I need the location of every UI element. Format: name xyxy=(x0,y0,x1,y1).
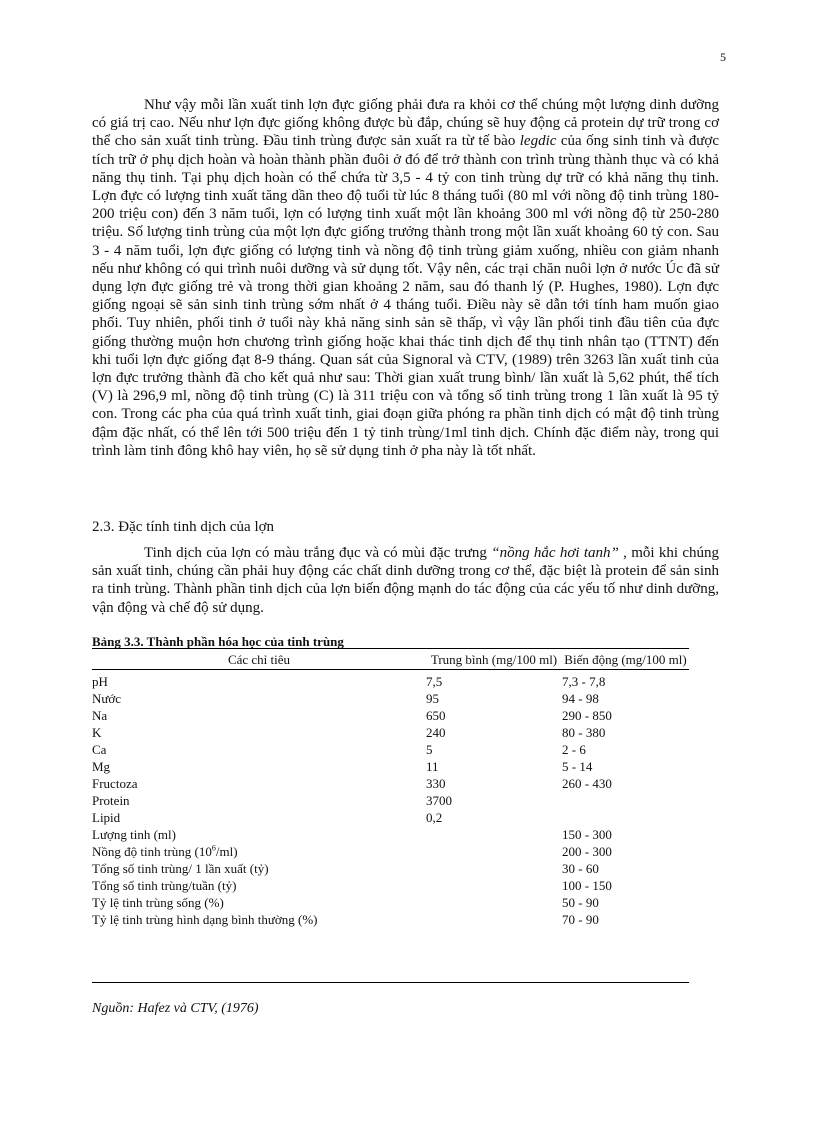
table-row xyxy=(92,826,689,843)
cell-range: 70 - 90 xyxy=(562,912,599,927)
cell-range: 290 - 850 xyxy=(562,708,612,723)
cell-range: 80 - 380 xyxy=(562,725,606,740)
cell-mean xyxy=(426,877,562,894)
cell-mean: 330 xyxy=(426,776,446,791)
table-row xyxy=(92,894,689,911)
cell-range: 260 - 430 xyxy=(562,776,612,791)
table-row xyxy=(92,809,689,826)
header-mean: Trung bình (mg/100 ml) xyxy=(426,649,562,670)
cell-indicator xyxy=(92,860,426,877)
indicator-label: Lipid xyxy=(92,810,121,825)
table-row xyxy=(92,690,689,707)
cell-range: 2 - 6 xyxy=(562,742,586,757)
superscript: 6 xyxy=(211,843,216,853)
indicator-label: pH xyxy=(92,674,108,689)
indicator-label: Tổng số tinh trùng/tuần (tỷ) xyxy=(92,878,237,893)
paragraph-semen-production xyxy=(92,96,719,460)
cell-range: 100 - 150 xyxy=(562,878,612,893)
table-row xyxy=(92,707,689,724)
table-row xyxy=(92,758,689,775)
indicator-unit: /ml) xyxy=(215,844,238,859)
indicator-label: Nồng độ tinh trùng (10 xyxy=(92,844,212,859)
page-number: 5 xyxy=(720,50,726,64)
table-row xyxy=(92,843,689,860)
cell-mean: 240 xyxy=(426,725,446,740)
table-row xyxy=(92,877,689,894)
indicator-label: Lượng tinh (ml) xyxy=(92,827,176,842)
cell-indicator xyxy=(92,707,426,724)
cell-mean: 650 xyxy=(426,708,446,723)
table-row xyxy=(92,792,689,809)
cell-indicator xyxy=(92,826,426,843)
cell-mean: 95 xyxy=(426,691,439,706)
text-run: Tinh dịch của lợn có màu trắng đục và có mùi đặc trưng xyxy=(144,545,492,561)
header-range: Biến động (mg/100 ml) xyxy=(562,649,689,670)
indicator-label: Tổng số tinh trùng/ 1 lần xuất (tỷ) xyxy=(92,861,269,876)
italic-text: “nồng hắc hơi tanh” xyxy=(491,545,619,561)
indicator-label: Mg xyxy=(92,759,111,774)
cell-indicator xyxy=(92,690,426,707)
indicator-label: K xyxy=(92,725,102,740)
cell-range: 5 - 14 xyxy=(562,759,593,774)
cell-indicator xyxy=(92,741,426,758)
table-caption: Bảng 3.3. Thành phần hóa học của tinh trùng xyxy=(92,634,344,649)
cell-range: 150 - 300 xyxy=(562,827,612,842)
cell-mean: 3700 xyxy=(426,793,452,808)
table-row xyxy=(92,741,689,758)
cell-indicator xyxy=(92,758,426,775)
cell-indicator xyxy=(92,670,426,691)
chemical-composition-table xyxy=(92,648,689,928)
cell-indicator xyxy=(92,775,426,792)
cell-range: 50 - 90 xyxy=(562,895,599,910)
indicator-label: Protein xyxy=(92,793,130,808)
cell-range: 30 - 60 xyxy=(562,861,599,876)
text-run: của ống sinh tinh và được tích trữ ở phụ dịch hoàn và hoàn thành phần đuôi ở đó để trở thành con trình trùng thành thục và có khả năng thụ tinh. Tại phụ dịch hoàn có thể chứa từ 3,5 - 4 tỷ con tinh trùng dự trữ có khả năng thụ tinh. Lợn đực có lượng tinh xuất tăng dần theo độ tuổi từ lúc 8 tháng tuổi (80 ml với nồng độ tinh trùng 180-200 triệu con) đến 3 năm tuổi, lợn có lượng tinh xuất một lần khoảng 300 ml với nồng độ từ 250-280 triệu. Số lượng tinh trùng của một lợn đực giống trưởng thành trong một lần xuất khoảng 60 tỷ con. Sau 3 - 4 năm tuổi, lợn đực giống có lượng tinh và nồng độ tinh trùng giảm xuống, nhiều con giảm nhanh nếu như không có qui trình nuôi dưỡng và sử dụng tốt. Vậy nên, các trại chăn nuôi lợn ở nước Úc đã sử dụng lợn đực giống trẻ và trong thời gian khoảng 2 năm, sau đó thanh lý (P. Hughes, 1980). Lợn đực giống ngoại sẽ sản sinh tinh trùng sớm nhất ở 4 tháng tuổi. Điều này sẽ dẫn tới tính ham muốn giao phối. Tuy nhiên, phối tinh ở tuổi này khả năng sinh sản sẽ thấp, vì vậy lần phối tinh đầu tiên của đực giống thường muộn hơn chương trình giống hoặc khai thác tinh dịch để thụ tinh nhân tạo (TTNT) đến khi tuổi lợn đực giống đạt 8-9 tháng. Quan sát của Signoral và CTV, (1989) trên 3263 lần xuất tinh của lợn đực trưởng thành đã cho kết quả như sau: Thời gian xuất trung bình/ lần xuất là 5,62 phút, thể tích (V) là 296,9 ml, nồng độ tinh trùng (C) là 311 triệu con và tổng số tinh trùng trong 1 lần xuất là 95 tỷ con. Trong các pha của quá trình xuất tinh, giai đoạn giữa phóng ra phần tinh dịch có mật độ tinh trùng đậm đặc nhất, có thể lên tới 500 triệu đến 1 tỷ tinh trùng/1ml tinh dịch. Chính đặc điểm này, trong qui trình làm tinh đông khô hay viên, họ sẽ sử dụng tinh ở pha này là tốt nhất. xyxy=(92,133,719,459)
cell-range xyxy=(562,792,689,809)
indicator-label: Ca xyxy=(92,742,107,757)
cell-mean: 5 xyxy=(426,742,433,757)
header-indicator: Các chỉ tiêu xyxy=(92,649,426,670)
cell-range xyxy=(562,809,689,826)
cell-mean xyxy=(426,843,562,860)
bottom-rule xyxy=(92,982,689,983)
indicator-label: Nước xyxy=(92,691,122,706)
cell-indicator xyxy=(92,724,426,741)
table-row xyxy=(92,860,689,877)
cell-indicator xyxy=(92,843,426,860)
table-row xyxy=(92,670,689,691)
indicator-label: Fructoza xyxy=(92,776,138,791)
cell-indicator xyxy=(92,877,426,894)
text-run: Như vậy mỗi lần xuất tinh lợn đực giống phải đưa ra khỏi cơ thể chúng một lượng dinh dưỡng có giá trị cao. Nếu như lợn đực giống không được bù đắp, chúng sẽ huy động cả protein dự trữ trong cơ thể cho sản xuất tinh trùng. Đầu tinh trùng được sản xuất ra từ tế bào xyxy=(92,97,719,150)
cell-range: 200 - 300 xyxy=(562,844,612,859)
table-row xyxy=(92,911,689,928)
cell-indicator xyxy=(92,894,426,911)
cell-mean xyxy=(426,911,562,928)
section-heading: 2.3. Đặc tính tinh dịch của lợn xyxy=(92,519,275,535)
table-row xyxy=(92,775,689,792)
italic-text: legdic xyxy=(519,133,557,150)
cell-indicator xyxy=(92,911,426,928)
indicator-label: Na xyxy=(92,708,108,723)
cell-mean: 11 xyxy=(426,759,439,774)
cell-mean: 7,5 xyxy=(426,674,443,689)
table-header-row xyxy=(92,649,689,670)
indicator-label: Tỷ lệ tinh trùng hình dạng bình thường (%) xyxy=(92,912,318,927)
cell-range: 94 - 98 xyxy=(562,691,599,706)
cell-mean xyxy=(426,826,562,843)
cell-mean xyxy=(426,860,562,877)
cell-mean xyxy=(426,894,562,911)
cell-mean: 0,2 xyxy=(426,810,443,825)
cell-indicator xyxy=(92,792,426,809)
source-note: Nguồn: Hafez và CTV, (1976) xyxy=(92,1001,259,1016)
paragraph-semen-properties xyxy=(92,544,719,617)
indicator-label: Tỷ lệ tinh trùng sống (%) xyxy=(92,895,224,910)
text-run: , mỗi khi chúng sản xuất tinh, chúng cần phải huy động các chất dinh dưỡng trong cơ thể, đặc biệt là protein để sản sinh ra tinh trùng. Thành phần tinh dịch của lợn biến động mạnh do tác động của các yếu tố như dinh dưỡng, vận động và chế độ sử dụng. xyxy=(92,545,719,616)
cell-indicator xyxy=(92,809,426,826)
cell-range: 7,3 - 7,8 xyxy=(562,674,606,689)
table-row xyxy=(92,724,689,741)
